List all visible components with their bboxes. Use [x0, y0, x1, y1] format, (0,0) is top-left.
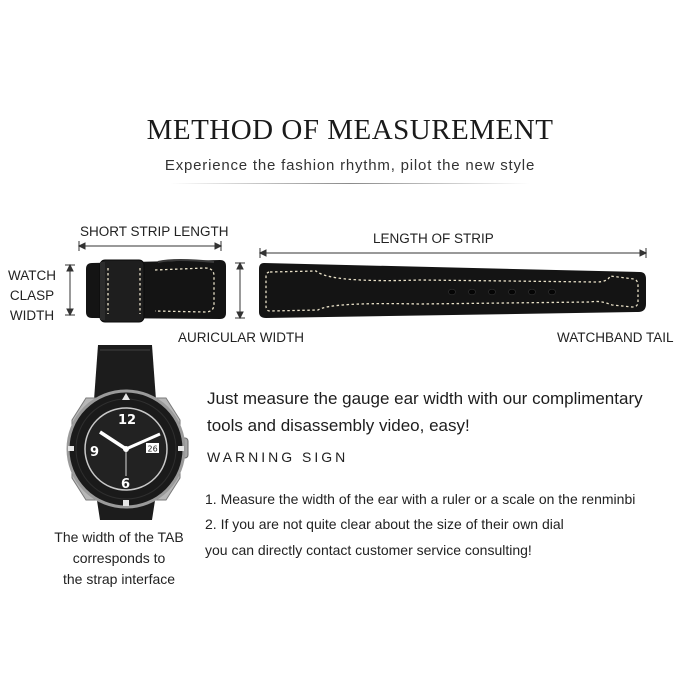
- watchband-tail-label: WATCHBAND TAIL: [557, 330, 674, 345]
- instruction-step: 1. Measure the width of the ear with a ruler or a scale on the renminbi: [205, 491, 636, 507]
- tab-note-line: The width of the TAB: [54, 529, 184, 545]
- tab-note-line: the strap interface: [62, 571, 176, 587]
- auricular-width-label: AURICULAR WIDTH: [178, 330, 305, 345]
- strip-length-label: LENGTH OF STRIP: [373, 231, 494, 246]
- clasp-label-line: CLASP: [9, 288, 55, 303]
- clasp-label-line: WIDTH: [9, 308, 55, 323]
- short-strip-measure-line: [79, 241, 221, 251]
- short-strip-length-label: SHORT STRIP LENGTH: [80, 224, 229, 239]
- watch-image: [68, 345, 188, 520]
- date-window: 26: [147, 444, 158, 454]
- instruction-step: you can directly contact customer service consulting!: [205, 542, 532, 558]
- dial-numeral-6: 6: [121, 477, 131, 492]
- auricular-width-measure-line: [235, 263, 245, 318]
- intro-text: Just measure the gauge ear width with our complimentary tools and disassembly video, easy!: [207, 389, 643, 435]
- tab-width-note: [44, 527, 194, 590]
- dial-numeral-12: 12: [118, 413, 137, 428]
- page-title: METHOD OF MEASUREMENT: [146, 114, 554, 146]
- dial-numeral-9: 9: [90, 445, 100, 460]
- clasp-label-line: WATCH: [8, 268, 56, 283]
- instruction-step: 2. If you are not quite clear about the size of their own dial: [205, 516, 564, 532]
- tab-note-line: corresponds to: [72, 550, 166, 566]
- strip-length-measure-line: [260, 248, 646, 258]
- short-strip-image: [86, 260, 226, 322]
- page-subtitle: Experience the fashion rhythm, pilot the new style: [164, 157, 536, 174]
- long-strip-image: [259, 263, 646, 318]
- clasp-width-measure-line: [65, 265, 75, 315]
- watch-clasp-width-label: [4, 266, 60, 326]
- warning-heading: WARNING SIGN: [207, 449, 349, 465]
